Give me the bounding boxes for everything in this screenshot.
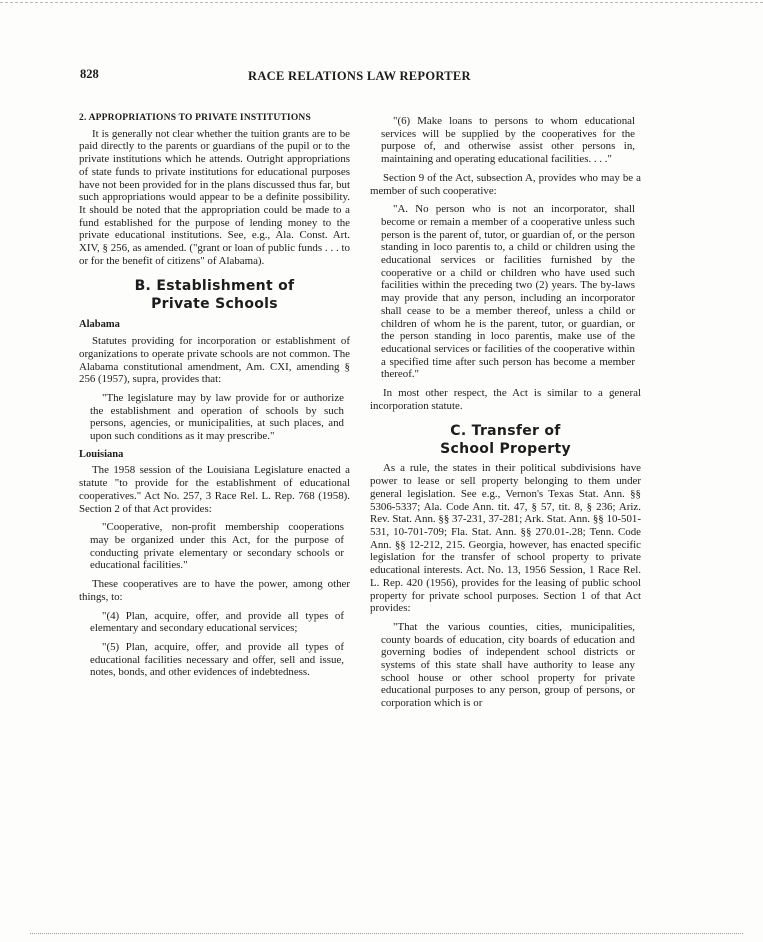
paragraph-tuition-grants: It is generally not clear whether the tuition grants are to be paid directly to the parents or guardians of the pupil or to the private institutions which he attends. Outright appropriations of state funds to private institutions for educational purposes have not been provided for in the plans discussed thus far, but such appropriations would appear to be a definite possibility. It should be noted that the appropriation could be made to a fund established for the purpose of lending money to the private educational institutions. See, e.g., Ala. Const. Art. XIV, § 256, as amended. ("grant or loan of public funds . . . to or for the benefit of citizens" of Alabama). xyxy=(79,127,350,267)
scan-border-bottom xyxy=(30,933,743,934)
section-heading-c xyxy=(370,422,641,458)
right-column xyxy=(370,115,641,716)
section-heading-b-line2: Private Schools xyxy=(151,296,278,313)
subsection-heading-appropriations xyxy=(79,112,350,125)
paragraph-alabama-statutes: Statutes providing for incorporation or establishment of organizations to operate private schools are not common. The Alabama constitutional amendment, Am. CXI, amending § 256 (1957), supra, provides that: xyxy=(79,335,350,386)
paragraph-general-incorporation: In most other respect, the Act is similar to a general incorporation statute. xyxy=(370,387,641,412)
quote-power-4: "(4) Plan, acquire, offer, and provide all types of elementary and secondary educational services; xyxy=(90,609,344,635)
quote-georgia-section-1: "That the various counties, cities, municipalities, county boards of education, city boards of education and governing bodies of independent school districts or systems of this state shall have authority to lease any school house or other school property for private educational purposes to any person, group of persons, or corporation which is or xyxy=(381,620,635,710)
quote-alabama-amendment: "The legislature may by law provide for or authorize the establishment and operation of schools by such persons, agencies, or municipalities, at such places, and upon such conditions as it may prescribe." xyxy=(90,391,344,443)
quote-power-5: "(5) Plan, acquire, offer, and provide all types of educational facilities necessary and offer, sell and issue, notes, bonds, and other evidences of indebtedness. xyxy=(90,640,344,679)
section-heading-b xyxy=(79,277,350,313)
left-column xyxy=(79,112,350,685)
quote-membership-rules: "A. No person who is not an incorporator, shall become or remain a member of a cooperative unless such person is the parent of, tutor, or guardian of, or the person standing in loco parentis to, a child or children using the educational services or facilities furnished by the cooperative or a child or children who have used such facilities within the preceding two (2) years. The by-laws may provide that any person, including an incorporator shall cease to be a member thereof, unless a child or children of whom he is the parent, tutor, or guardian, or the person standing in loco parentis, make use of the educational services or facilities of the cooperative within a specified time after such person has become a member thereof." xyxy=(381,203,635,381)
running-head: RACE RELATIONS LAW REPORTER xyxy=(248,69,471,83)
paragraph-section-9: Section 9 of the Act, subsection A, provides who may be a member of such cooperative: xyxy=(370,171,641,197)
section-heading-c-line1: C. Transfer of xyxy=(450,423,561,440)
subsection-title: APPROPRIATIONS TO PRIVATE INSTITUTIONS xyxy=(88,113,311,123)
state-heading-alabama: Alabama xyxy=(79,319,120,331)
quote-louisiana-section-2: "Cooperative, non-profit membership cooperations may be organized under this Act, for the purpose of conducting private elementary or secondary schools or educational facilities." xyxy=(90,521,344,572)
quote-power-6: "(6) Make loans to persons to whom educational services will be supplied by the cooperatives for the purpose of, and otherwise assist other persons in, maintaining and operating educational facilities. . . ." xyxy=(381,115,635,166)
page-number: 828 xyxy=(80,67,99,81)
scan-border-top xyxy=(0,2,763,3)
section-heading-c-line2: School Property xyxy=(440,441,571,458)
paragraph-cooperative-powers: These cooperatives are to have the power, among other things, to: xyxy=(79,578,350,603)
paragraph-louisiana-statute: The 1958 session of the Louisiana Legislature enacted a statute "to provide for the establishment of educational cooperatives." Act No. 257, 3 Race Rel. L. Rep. 768 (1958). Section 2 of that Act provides: xyxy=(79,464,350,515)
paragraph-transfer-of-property: As a rule, the states in their political subdivisions have power to lease or sell property belonging to them under general legislation. See e.g., Vernon's Texas Stat. Ann. §§ 5306-5337; Ala. Code Ann. tit. 47, § 57, tit. 8, § 236; Ariz. Rev. Stat. Ann. §§ 37-231, 37-281; Ark. Stat. Ann. §§ 10-501-531, 10-701-709; Fla. Stat. Ann. §§ 270.01-.28; Tenn. Code Ann. §§ 12-212, 215. Georgia, however, has enacted specific legislation for the transfer of school property to private educational interests. Act. No. 13, 1956 Session, 1 Race Rel. L. Rep. 420 (1956), provides for the leasing of public school property for private school purposes. Section 1 of that Act provides: xyxy=(370,462,641,615)
section-heading-b-line1: B. Establishment of xyxy=(134,278,295,295)
state-heading-louisiana: Louisiana xyxy=(79,448,124,460)
subsection-number: 2. xyxy=(79,113,87,123)
